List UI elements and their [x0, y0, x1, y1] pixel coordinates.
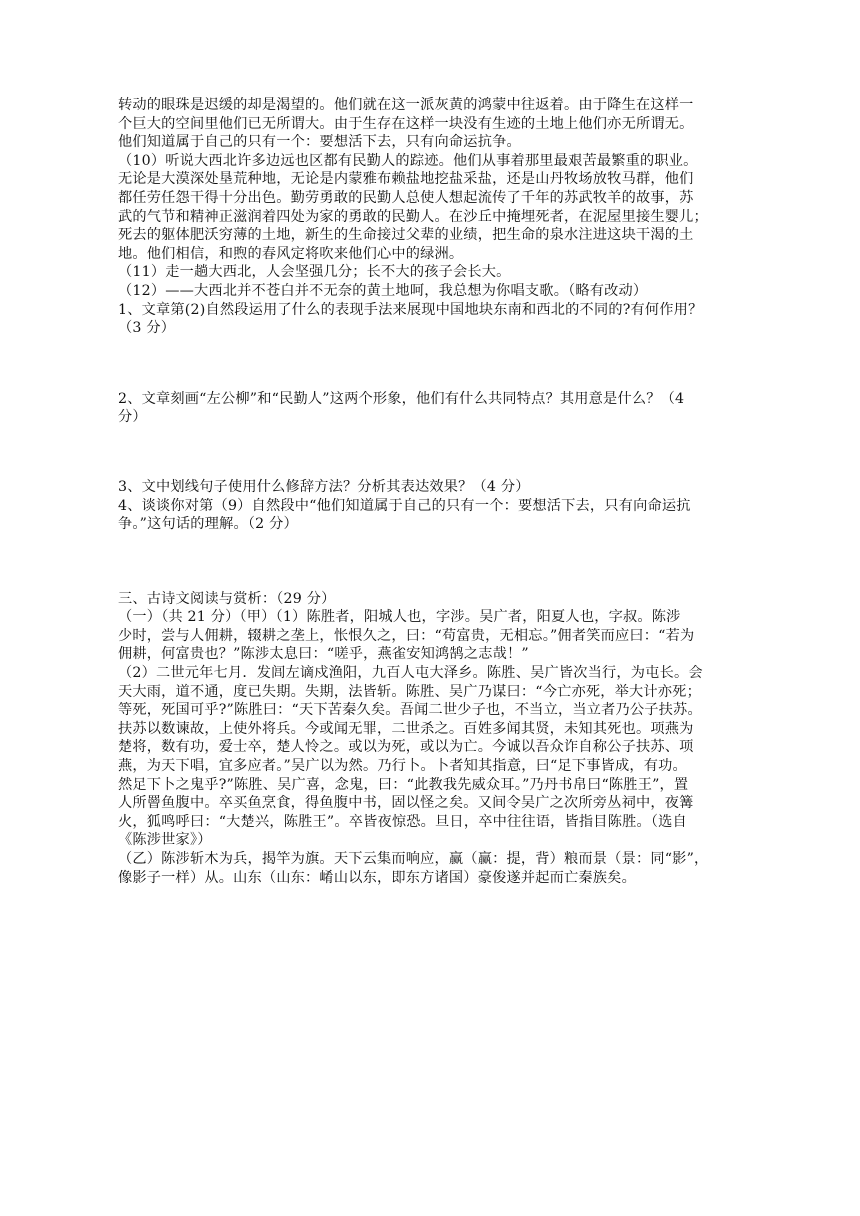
question-4-continuation: 争。”这句话的理解。（2 分）	[118, 516, 298, 533]
document-page	[118, 96, 742, 887]
paragraph-10-line: 无论是大漠深处垦荒种地，无论是内蒙雅布赖盐地挖盐采盐，还是山丹牧场放牧马群，他们	[118, 171, 694, 188]
classical-text-line: 扶苏以数谏故，上使外将兵。今或闻无罪，二世杀之。百姓多闻其贤，未知其死也。项燕为	[118, 720, 694, 737]
classical-text-line: 少时，尝与人佣耕，辍耕之垄上，怅恨久之，曰：“苟富贵，无相忘。”佣者笑而应曰：“若为	[118, 627, 695, 644]
answer-space-1	[118, 338, 742, 390]
section-3-heading: 三、古诗文阅读与赏析：（29 分）	[118, 590, 336, 607]
paragraph-10-line: 都任劳任怨干得十分出色。勤劳勇敢的民勤人总使人想起流传了千年的苏武牧羊的故事，苏	[118, 189, 694, 206]
answer-space-4	[118, 534, 742, 590]
question-3-text: 3、文中划线句子使用什么修辞方法？分析其表达效果？（4 分）	[118, 478, 530, 495]
question-2-score: 分）	[118, 409, 147, 426]
passage-line: 转动的眼珠是迟缓的却是渴望的。他们就在这一派灰黄的鸿蒙中往返着。由于降生在这样一	[118, 97, 694, 113]
question-1-score: （3 分）	[118, 320, 176, 337]
section-3	[118, 590, 742, 888]
question-2-text: 2、文章刻画“左公柳”和“民勤人”这两个形象，他们有什么共同特点？其用意是什么？（4	[118, 390, 685, 407]
classical-text-line: 燕，为天下唱，宜多应者。”吴广以为然。乃行卜。卜者知其指意，曰“足下事皆成，有功。	[118, 758, 687, 775]
passage-text	[118, 96, 742, 301]
answer-space-2	[118, 427, 742, 478]
passage-b-line: 像影子一样）从。山东（山东：崤山以东，即东方诸国）豪俊遂并起而亡秦族矣。	[118, 869, 636, 886]
classical-text-line: 天大雨，道不通，度已失期。失期，法皆斩。陈胜、吴广乃谋曰：“今亡亦死，举大计亦死；	[118, 683, 701, 700]
paragraph-10-line: （10）听说大西北许多边远也区都有民勤人的踪迹。他们从事着那里最艰苦最繁重的职业。	[118, 152, 698, 169]
question-1-text: 1、文章第(2)自然段运用了什么的表现手法来展现中国地块东南和西北的不同的?有何作用？	[118, 301, 703, 318]
question-1	[118, 301, 742, 338]
question-2	[118, 390, 742, 427]
passage-line: 个巨大的空间里他们已无所谓大。由于生存在这样一块没有生迹的土地上他们亦无所谓无。	[118, 115, 694, 132]
question-4	[118, 497, 742, 534]
classical-text-line: 然足下卜之鬼乎?”陈胜、吴广喜，念鬼，曰：“此教我先威众耳。”乃丹书帛曰“陈胜王”，置	[118, 776, 689, 793]
paragraph-10-line: 地。他们相信，和煦的春风定将吹来他们心中的绿洲。	[118, 245, 464, 262]
source-citation: 《陈涉世家》）	[118, 832, 212, 849]
classical-text-line: （一）（共 21 分）（甲）（1）陈胜者，阳城人也，字涉。吴广者，阳夏人也，字叔。陈涉	[118, 609, 681, 626]
question-3	[118, 478, 742, 497]
passage-line: 他们知道属于自己的只有一个：要想活下去，只有向命运抗争。	[118, 134, 521, 151]
paragraph-12-line: （12）——大西北并不苍白并不无奈的黄土地呵，我总想为你唱支歌。（略有改动）	[118, 282, 648, 299]
paragraph-10-line: 死去的躯体肥沃穷薄的土地，新生的生命接过父辈的业绩，把生命的泉水注进这块干渴的土	[118, 227, 694, 244]
paragraph-11-line: （11）走一趟大西北，人会坚强几分；长不大的孩子会长大。	[118, 264, 511, 281]
classical-text-line: 火，狐鸣呼曰：“大楚兴，陈胜王”。卒皆夜惊恐。旦日，卒中往往语，皆指目陈胜。（选自	[118, 813, 687, 830]
classical-text-line: 楚将，数有功，爱士卒，楚人怜之。或以为死，或以为亡。今诚以吾众诈自称公子扶苏、项	[118, 739, 694, 756]
classical-text-line: 佣耕，何富贵也？”陈涉太息曰：“嗟乎，燕雀安知鸿鹄之志哉！”	[118, 646, 529, 663]
classical-text-line: 等死，死国可乎?”陈胜曰：“天下苦秦久矣。吾闻二世少子也，不当立，当立者乃公子扶苏。	[118, 702, 702, 719]
question-4-text: 4、谈谈你对第（9）自然段中“他们知道属于自己的只有一个：要想活下去，只有向命运抗	[118, 497, 691, 514]
classical-text-line: （2）二世元年七月．发闾左谪戍渔阳，九百人屯大泽乡。陈胜、吴广皆次当行，为屯长。会	[118, 665, 703, 682]
passage-b-line: （乙）陈涉斩木为兵，揭竿为旗。天下云集而响应，赢（赢：提，背）粮而景（景：同“影”，	[118, 851, 709, 867]
classical-text-line: 人所罾鱼腹中。卒买鱼烹食，得鱼腹中书，固以怪之矣。又间令吴广之次所旁丛祠中，夜篝	[118, 795, 694, 812]
paragraph-10-line: 武的气节和精神正滋润着四处为家的勇敢的民勤人。在沙丘中掩埋死者，在泥屋里接生婴儿；	[118, 208, 708, 225]
